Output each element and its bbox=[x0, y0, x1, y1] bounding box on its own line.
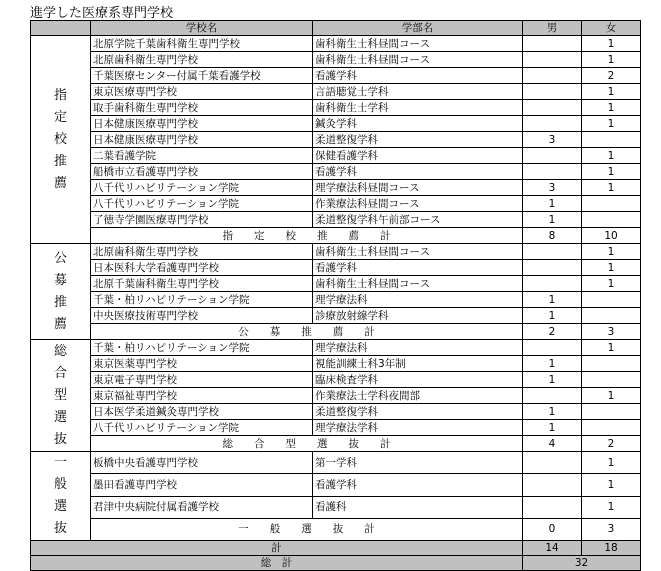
department-name: 言語聴覚士学科 bbox=[313, 84, 523, 100]
school-name: 東京医薬専門学校 bbox=[91, 356, 313, 372]
table-row bbox=[31, 244, 641, 260]
male-count: 1 bbox=[523, 356, 582, 372]
department-name: 看護学科 bbox=[313, 164, 523, 180]
subtotal-female: 3 bbox=[582, 518, 641, 540]
total-male: 14 bbox=[523, 541, 582, 556]
school-name: 船橋市立看護専門学校 bbox=[91, 164, 313, 180]
male-count bbox=[523, 244, 582, 260]
subtotal-male: 4 bbox=[523, 436, 582, 452]
table-row bbox=[31, 340, 641, 356]
male-count: 1 bbox=[523, 404, 582, 420]
category-label: 一 般 選 抜 bbox=[31, 452, 91, 541]
table-row bbox=[31, 180, 641, 196]
department-name: 視能訓練士科3年制 bbox=[313, 356, 523, 372]
table-row bbox=[31, 116, 641, 132]
table-row bbox=[31, 308, 641, 324]
female-count bbox=[582, 356, 641, 372]
male-count: 3 bbox=[523, 180, 582, 196]
school-name: 日本医学柔道鍼灸専門学校 bbox=[91, 404, 313, 420]
department-name: 柔道整復学科 bbox=[313, 132, 523, 148]
school-name: 日本健康医療専門学校 bbox=[91, 116, 313, 132]
table-row bbox=[31, 404, 641, 420]
department-name: 柔道整復学科午前部コース bbox=[313, 212, 523, 228]
female-count bbox=[582, 196, 641, 212]
school-name: 八千代リハビリテーション学院 bbox=[91, 196, 313, 212]
department-name: 理学療法学科 bbox=[313, 420, 523, 436]
male-count bbox=[523, 100, 582, 116]
table-row bbox=[31, 292, 641, 308]
subtotal-female: 10 bbox=[582, 228, 641, 244]
school-name: 北原歯科衛生専門学校 bbox=[91, 52, 313, 68]
female-count: 1 bbox=[582, 388, 641, 404]
male-count bbox=[523, 452, 582, 474]
department-name: 作業療法士学科夜間部 bbox=[313, 388, 523, 404]
female-count: 1 bbox=[582, 100, 641, 116]
total-row bbox=[31, 541, 641, 556]
school-name: 千葉・柏リハビリテーション学院 bbox=[91, 340, 313, 356]
department-name: 歯科衛生士科昼間コース bbox=[313, 276, 523, 292]
department-name: 歯科衛生士科昼間コース bbox=[313, 52, 523, 68]
subtotal-label: 一 般 選 抜 計 bbox=[91, 518, 523, 540]
department-name: 鍼灸学科 bbox=[313, 116, 523, 132]
subtotal-female: 2 bbox=[582, 436, 641, 452]
header-category bbox=[31, 21, 91, 36]
table-row bbox=[31, 164, 641, 180]
female-count: 1 bbox=[582, 148, 641, 164]
header-row bbox=[31, 21, 641, 36]
department-name: 柔道整復学科 bbox=[313, 404, 523, 420]
female-count: 1 bbox=[582, 116, 641, 132]
male-count: 3 bbox=[523, 132, 582, 148]
table-row bbox=[31, 276, 641, 292]
female-count: 1 bbox=[582, 474, 641, 496]
school-name: 日本健康医療専門学校 bbox=[91, 132, 313, 148]
school-name: 中央医療技術専門学校 bbox=[91, 308, 313, 324]
category-label: 指 定 校 推 薦 bbox=[31, 36, 91, 244]
female-count bbox=[582, 404, 641, 420]
school-name: 北原歯科衛生専門学校 bbox=[91, 244, 313, 260]
school-name: 北原千葉歯科衛生専門学校 bbox=[91, 276, 313, 292]
male-count bbox=[523, 474, 582, 496]
female-count: 1 bbox=[582, 496, 641, 518]
female-count: 1 bbox=[582, 452, 641, 474]
female-count bbox=[582, 308, 641, 324]
table-row bbox=[31, 148, 641, 164]
male-count bbox=[523, 116, 582, 132]
table-row bbox=[31, 496, 641, 518]
female-count: 1 bbox=[582, 180, 641, 196]
female-count: 1 bbox=[582, 164, 641, 180]
female-count: 1 bbox=[582, 260, 641, 276]
header-male: 男 bbox=[523, 21, 582, 36]
male-count bbox=[523, 388, 582, 404]
grand-total-value: 32 bbox=[523, 556, 641, 571]
female-count bbox=[582, 420, 641, 436]
school-name: 千葉医療センター付属千葉看護学校 bbox=[91, 68, 313, 84]
school-name: 八千代リハビリテーション学院 bbox=[91, 420, 313, 436]
female-count: 1 bbox=[582, 84, 641, 100]
subtotal-label: 指 定 校 推 薦 計 bbox=[91, 228, 523, 244]
total-label: 計 bbox=[31, 541, 523, 556]
header-female: 女 bbox=[582, 21, 641, 36]
school-name: 君津中央病院付属看護学校 bbox=[91, 496, 313, 518]
male-count: 1 bbox=[523, 196, 582, 212]
page-title: 進学した医療系専門学校 bbox=[30, 6, 174, 21]
department-name: 看護科 bbox=[313, 496, 523, 518]
table-row bbox=[31, 260, 641, 276]
table-row bbox=[31, 420, 641, 436]
table-row bbox=[31, 474, 641, 496]
subtotal-row bbox=[31, 518, 641, 540]
female-count: 1 bbox=[582, 36, 641, 52]
male-count: 1 bbox=[523, 308, 582, 324]
school-name: 東京医療専門学校 bbox=[91, 84, 313, 100]
department-name: 理学療法科昼間コース bbox=[313, 180, 523, 196]
schools-table bbox=[30, 20, 641, 571]
table-row bbox=[31, 452, 641, 474]
school-name: 東京福祉専門学校 bbox=[91, 388, 313, 404]
table-row bbox=[31, 372, 641, 388]
female-count: 1 bbox=[582, 340, 641, 356]
header-dept: 学部名 bbox=[313, 21, 523, 36]
subtotal-row bbox=[31, 324, 641, 340]
table-row bbox=[31, 196, 641, 212]
school-name: 取手歯科衛生専門学校 bbox=[91, 100, 313, 116]
male-count bbox=[523, 276, 582, 292]
subtotal-male: 8 bbox=[523, 228, 582, 244]
table-row bbox=[31, 36, 641, 52]
school-name: 板橋中央看護専門学校 bbox=[91, 452, 313, 474]
department-name: 臨床検査学科 bbox=[313, 372, 523, 388]
department-name: 作業療法科昼間コース bbox=[313, 196, 523, 212]
department-name: 診療放射線学科 bbox=[313, 308, 523, 324]
school-name: 東京電子専門学校 bbox=[91, 372, 313, 388]
male-count bbox=[523, 496, 582, 518]
table-row bbox=[31, 68, 641, 84]
female-count: 2 bbox=[582, 68, 641, 84]
grand-total-row bbox=[31, 556, 641, 571]
school-name: 日本医科大学看護専門学校 bbox=[91, 260, 313, 276]
subtotal-row bbox=[31, 228, 641, 244]
department-name: 歯科衛生士科昼間コース bbox=[313, 244, 523, 260]
department-name: 看護学科 bbox=[313, 260, 523, 276]
male-count: 1 bbox=[523, 372, 582, 388]
male-count bbox=[523, 148, 582, 164]
department-name: 理学療法科 bbox=[313, 292, 523, 308]
school-name: 二葉看護学院 bbox=[91, 148, 313, 164]
male-count bbox=[523, 36, 582, 52]
female-count: 1 bbox=[582, 52, 641, 68]
school-name: 八千代リハビリテーション学院 bbox=[91, 180, 313, 196]
school-name: 千葉・柏リハビリテーション学院 bbox=[91, 292, 313, 308]
table-row bbox=[31, 356, 641, 372]
male-count bbox=[523, 52, 582, 68]
female-count bbox=[582, 372, 641, 388]
male-count: 1 bbox=[523, 292, 582, 308]
table-row bbox=[31, 212, 641, 228]
department-name: 歯科衛生士学科 bbox=[313, 100, 523, 116]
female-count bbox=[582, 292, 641, 308]
female-count: 1 bbox=[582, 276, 641, 292]
school-name: 墨田看護専門学校 bbox=[91, 474, 313, 496]
subtotal-label: 総 合 型 選 抜 計 bbox=[91, 436, 523, 452]
department-name: 理学療法科 bbox=[313, 340, 523, 356]
school-name: 北原学院千葉歯科衛生専門学校 bbox=[91, 36, 313, 52]
department-name: 第一学科 bbox=[313, 452, 523, 474]
subtotal-male: 2 bbox=[523, 324, 582, 340]
male-count bbox=[523, 164, 582, 180]
category-label: 総 合 型 選 抜 bbox=[31, 340, 91, 452]
subtotal-male: 0 bbox=[523, 518, 582, 540]
total-female: 18 bbox=[582, 541, 641, 556]
header-school: 学校名 bbox=[91, 21, 313, 36]
subtotal-row bbox=[31, 436, 641, 452]
department-name: 看護学科 bbox=[313, 474, 523, 496]
subtotal-female: 3 bbox=[582, 324, 641, 340]
department-name: 看護学科 bbox=[313, 68, 523, 84]
table-row bbox=[31, 52, 641, 68]
female-count: 1 bbox=[582, 244, 641, 260]
table-row bbox=[31, 84, 641, 100]
grand-total-label: 総 計 bbox=[31, 556, 523, 571]
male-count bbox=[523, 84, 582, 100]
male-count bbox=[523, 260, 582, 276]
department-name: 歯科衛生士科昼間コース bbox=[313, 36, 523, 52]
school-name: 了徳寺学園医療専門学校 bbox=[91, 212, 313, 228]
category-label: 公 募 推 薦 bbox=[31, 244, 91, 340]
male-count bbox=[523, 340, 582, 356]
male-count: 1 bbox=[523, 420, 582, 436]
table-row bbox=[31, 132, 641, 148]
male-count bbox=[523, 68, 582, 84]
table-row bbox=[31, 388, 641, 404]
female-count bbox=[582, 132, 641, 148]
department-name: 保健看護学科 bbox=[313, 148, 523, 164]
male-count: 1 bbox=[523, 212, 582, 228]
female-count bbox=[582, 212, 641, 228]
table-row bbox=[31, 100, 641, 116]
subtotal-label: 公 募 推 薦 計 bbox=[91, 324, 523, 340]
